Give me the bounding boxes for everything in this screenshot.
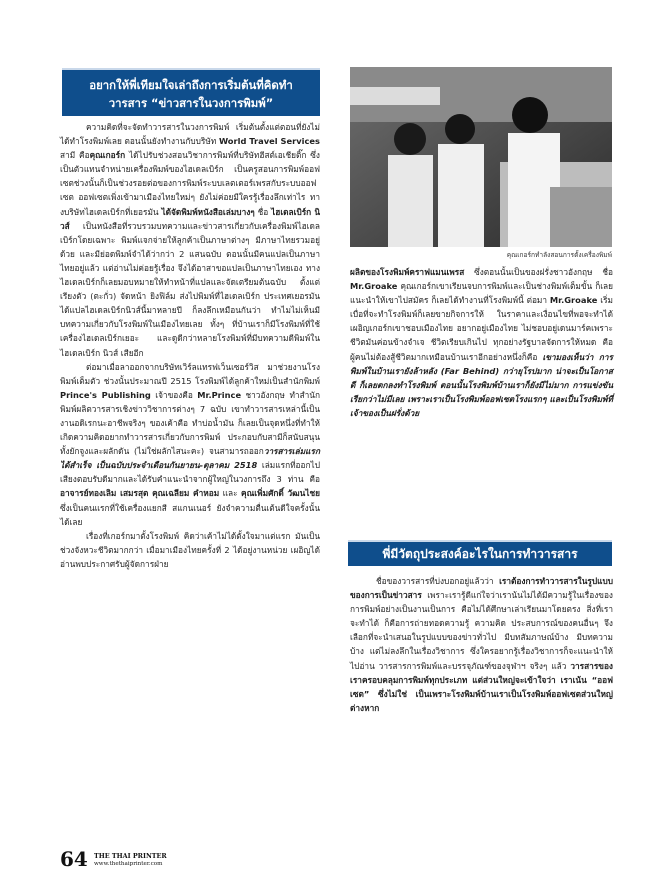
paragraph [350, 574, 613, 715]
text-run: Mr.Groake [350, 281, 398, 292]
text-run: อาจารย์ทองเลิม เสมรสุต คุณเฉลียม คำหอม [60, 488, 220, 499]
paragraph [60, 120, 320, 360]
publication-url: www.thethaiprinter.com [94, 861, 163, 867]
text-run: Mr.Prince [197, 389, 242, 400]
text-run: วารสารเล่มแรกได้สำเร็จ เป็นฉบับประจำเดือนกันยายน-ตุลาคม 2518 [60, 446, 320, 471]
heading-left-line2: วารสาร “ข่าวสารในวงการพิมพ์” [108, 96, 274, 110]
text-run: ผลิตของโรงพิมพ์คราฟแมนเพรส [350, 267, 465, 277]
paragraph [60, 360, 320, 529]
footer-publication [94, 852, 167, 868]
text-run: ได้จัดพิมพ์หนังสือเล่มบางๆ [161, 206, 255, 217]
text-run: เล่มแรกที่ออกไปเสียงตอบรับดีมากและได้รับคำแนะนำจากผู้ใหญ่ในวงการถึง 3 ท่าน คือ [60, 460, 320, 485]
text-run: ได้ไปรับช่วงสอนวิชาการพิมพ์ที่บริษัทฮีสต์เอเชียติ๊ก ซึ่งเป็นตัวแทนจำหน่ายเครื่องพิมพ์ของไฮเดลเบิร์ก เป็นครูสอนการพิมพ์ออฟเซตช่วงนั้นก็เป็นช่วงรอยต่อของการพิมพ์ระบบเลตเตอร์เพรสกับระบบออฟเซต ออฟเซตเพิ่งเข้ามาเมืองไทยใหม่ๆ ยังไม่ค่อยมีใครรู้เรื่องลึกเท่าไร ทางบริษัทไฮเดลเบิร์กที่เยอรมัน [60, 150, 320, 217]
paragraph [350, 265, 613, 420]
text-run: ชื่อของวารสารที่บ่งบอกอยู่แล้วว่า [376, 576, 500, 586]
text-run: เราต้องการทำวารสารในรูปแบบของการเป็นข่าวสาร [350, 576, 613, 601]
page-number: 64 [60, 847, 88, 871]
text-run: ต่อมาเมื่อลาออกจากบริษัทเวิร์ลแทรฟเว็นเซอร์วิส มาช่วยงานโรงพิมพ์เต็มตัว ช่วงนั้นประมาณปี 2515 โรงพิมพ์ได้ลูกค้าใหม่เป็นสำนักพิมพ์ [60, 361, 320, 386]
text-run: เขามองเห็นว่า การพิมพ์ในบ้านเรายังล้าหลัง (Far Behind) กว่ายุโรปมาก น่าจะเป็นโอกาสดี ก็เลยตกลงทำโรงพิมพ์ ตอนนั้นโรงพิมพ์บ้านเราก็ยังมีไม่มาก การแข่งขันเรียกว่าไม่มีเลย เพราะเราเป็นโรงพิมพ์ออฟเซตโรงแรกๆ และเป็นโรงพิมพ์ที่เจ้าของเป็นฝรั่งด้วย [350, 351, 613, 418]
section-heading-left [62, 68, 320, 116]
photo-caption: คุณเกอร์กทำลังสอนการตั้งเครื่องพิมพ์ [506, 251, 612, 259]
text-run: ความคิดที่จะจัดทำวารสารในวงการพิมพ์ เริ่มต้นตั้งแต่ตอนที่ยังไม่ได้ทำโรงพิมพ์เลย ตอนนั้นยังทำงานกับบริษัท [60, 122, 320, 147]
text-run: เป็นหนังสือที่รวบรวมบทความและข่าวสารเกี่ยวกับเครื่องพิมพ์ไฮเดลเบิร์กโดยเฉพาะ พิมพ์แจกจ่ายให้ลูกค้าเป็นภาษาต่างๆ มีภาษาไทยรวมอยู่ด้วย และมีย่อดพิมพ์จำได้ว่ากว่า 2 แสนฉบับ ตอนนั้นมีคนแปลเป็นภาษาไทยอยู่แล้ว แต่อ่านไม่ค่อยรู้เรื่อง จึงได้อาสาขอแปลเป็นภาษาไทยเอง ทางไฮเดลเบิร์กก็เลยมอบหมายให้ทำหน้าที่แปลและจัดเตรียมต้นฉบับ ตั้งแต่เรียงตัว (ตะกั่ว) จัดหน้า ยิงฟิล์ม ส่งไปพิมพ์ที่ไฮเดลเบิร์ก ประเทศเยอรมัน ได้แปลไฮเดลเบิร์กนิวส์นี้มาหลายปี ก็ลงลึกเหมือนกันว่า ทำไมไม่เห็นมีบทความเกี่ยวกับโรงพิมพ์ในเมืองไทยเลย ทั้งๆ ที่บ้านเราก็มีโรงพิมพ์ที่ใช้เครื่องไฮเดลเบิร์กเยอะ และดูดีกว่าหลายโรงพิมพ์ที่มีบทความดีพิมพ์ในไฮเดลเบิร์ก นิวส์ เสียอีก [60, 220, 320, 358]
right-column-text-2 [350, 574, 613, 715]
text-run: เพราะเรารู้ดีแก่ใจว่าเราน้นไม่ได้มีความรู้ในเรื่องของการพิมพ์อย่างเป็นงานเป็นการ คือไม่ได้ศึกษาเล่าเรียนมาโดยตรง สิ่งที่เราจะทำได้ ก็คือการถ่ายทอดความรู้ ความคิด ประสบการณ์ของคนอื่นๆ จึงเลือกที่จะนำเสนอในรูปแบบของข่าวทั่วไป มีบทสัมภาษณ์บ้าง มีบทความบ้าง แต่ไม่ลงลึกในเรื่องวิชาการ ซึ่งใครอยากรู้เรื่องวิชาการก็จะแนะนำให้ไปอ่าน วารสารการพิมพ์และบรรจุภัณฑ์ของจุฬาฯ จริงๆ แล้ว [350, 590, 613, 671]
publication-name: THE THAI PRINTER [94, 852, 167, 860]
heading-left-line1: อยากให้พี่เทียมใจเล่าถึงการเริ่มต้นที่คิดทำ [89, 78, 293, 92]
text-run: ซึ่งตอนนั้นเป็นของฝรั่งชาวอังกฤษ ชื่อ [464, 267, 613, 277]
text-run: และ [219, 488, 242, 499]
text-run: World Travel Services [218, 136, 320, 147]
text-run: Mr.Groake [549, 295, 598, 306]
text-run: เรื่องที่เกอร์กมาตั้งโรงพิมพ์ คิดว่าเค้าไม่ได้ตั้งใจมาแต่แรก มันเป็นช่วงจังหวะชีวิตมากกว่า เมื่อมาเมืองไทยครั้งที่ 2 ได้อยู่งานหน่วย เผอิญได้อ่านพบประกาศรับผู้จัดการฝ่าย [60, 530, 320, 569]
text-run: ชาวอังกฤษ ทำสำนักพิมพ์ผลิตวารสารเชิงข่าววิชาการต่างๆ 7 ฉบับ เขาทำวารสารเหล่านี้เป็นงานอดิเรกนะอาชีพจริงๆ ของเค้าคือ ทำบ่อน้ำมัน ก็เลยเป็นจุดหนึ่งที่ทำให้เกิดความคิดอยากทำวารสารเกี่ยวกับการพิมพ์ ประกอบกับสามีก็สนับสนุน ทั้งยักจูงและผลักดัน (ไม่ใช่ผลักไสนะคะ) จนสามารถออก [60, 389, 320, 457]
text-run: คุณเกอร์กเขาเรียนจบการพิมพ์และเป็นช่างพิมพ์เต็มขั้น ก็เลยแนะนำให้เขาไปสมัคร ก็เลยได้ทำงานที่โรงพิมพ์นี้ ต่อมา [350, 281, 613, 306]
right-column-text [350, 265, 613, 420]
archival-photo [350, 67, 612, 247]
paragraph [60, 529, 320, 571]
section-heading-right: พี่มีวัตถุประสงค์อะไรในการทำวารสาร [348, 540, 612, 566]
text-run: เจ้าของคือ [150, 389, 198, 400]
left-column-text [60, 120, 320, 571]
text-run: คุณเกอร์ก [89, 150, 126, 161]
text-run: ชื่อ [254, 206, 272, 217]
text-run: เริ่มเบื่อที่จะทำโรงพิมพ์ก็เลยขายกิจการให้ ในราคาและเงื่อนไขที่พอจะทำได้ เผอิญเกอร์กเขาชอบเมืองไทย อยากอยู่เมืองไทย ไม่ชอบอยู่เดนมาร์คเพราะชีวิตมันค่อนข้างจำเจ ชีวิตเรียบเกินไป ทุกอย่างรัฐบาลจัดการให้หมด คือผู้คนไม่ต้องสู้ชีวิตมากเหมือนบ้านเราอีกอย่างหนึ่งก็คือ [350, 295, 613, 362]
text-run: Prince's Publishing [60, 389, 151, 400]
printing-press-photo-icon [350, 67, 612, 247]
text-run: ซึ่งเป็นคนแรกที่ใช้เครื่องแยกสี สแกนเนอร์ ยังจำความตื่นเต้นดีใจครั้งนั้นได้เลย [60, 502, 320, 527]
text-run: ไฮเดลเบิร์ก นิวส์ [60, 206, 320, 231]
text-run: สามี คือ [60, 150, 90, 161]
text-run: วารสารของเราครอบคลุมการพิมพ์ทุกประเภท แต่ส่วนใหญ่จะเข้าใจว่า เราเน้น “ออฟเซต” ซึ่งไม่ใช่ เป็นเพราะโรงพิมพ์บ้านเราเป็นโรงพิมพ์ออฟเซตส่วนใหญ่ต่างหาก [350, 660, 613, 713]
text-run: คุณเพิ่มศักดิ์ วัฒนไชย [241, 488, 320, 499]
